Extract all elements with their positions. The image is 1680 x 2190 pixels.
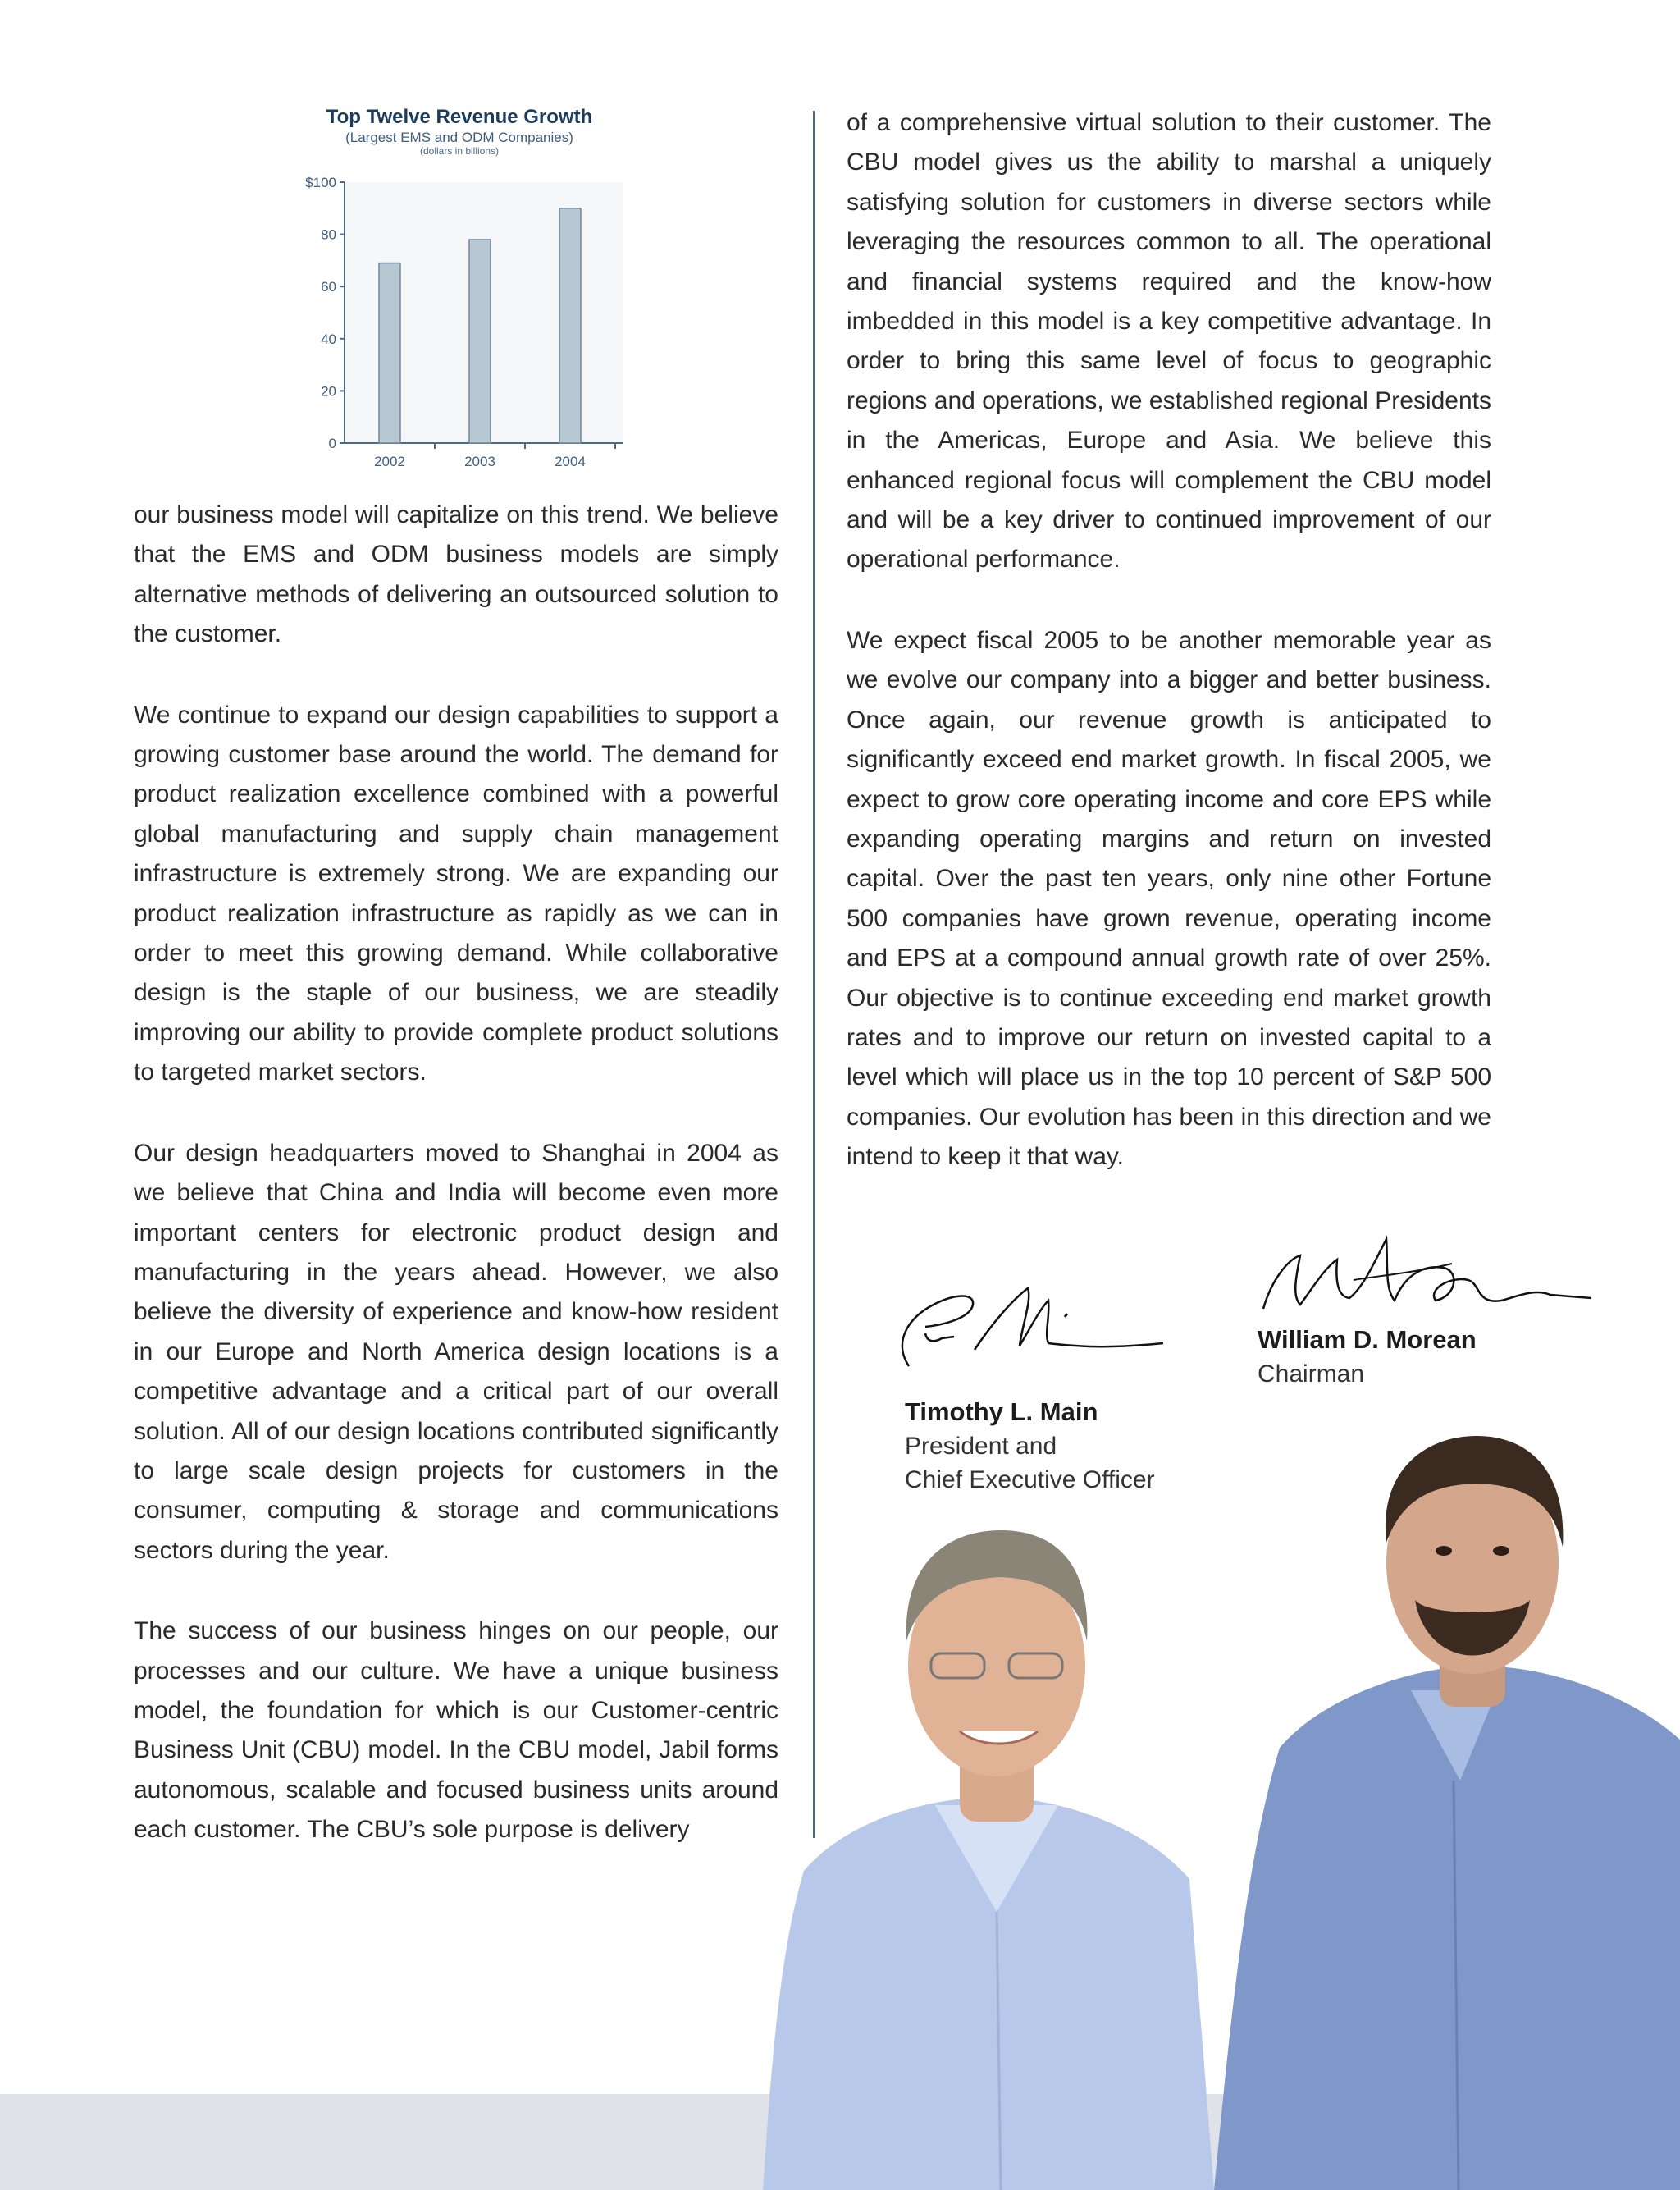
bar-2003 — [469, 240, 491, 443]
chart-plot — [279, 103, 640, 480]
left-paragraph-4: The success of our business hinges on our people, our processes and our culture. We have a unique business model, the foundation for which is our Customer-centric Business Unit (CBU) model. In the CBU model, Jabil forms autonomous, scalable and focused business units around each customer. The CBU’s sole purpose is delivery — [134, 1617, 778, 1844]
y-tick-label: 0 — [328, 436, 336, 451]
signer-title-main-line2: Chief Executive Officer — [905, 1466, 1155, 1493]
x-tick-label: 2003 — [464, 454, 495, 469]
signature-main — [876, 1268, 1171, 1391]
right-paragraph-2: We expect fiscal 2005 to be another memorable year as we evolve our company into a bigger and better business. Once again, our revenue growth is anticipated to significantly exceed end market growth. In fiscal 2005, we expect to grow core operating income and core EPS while expanding operating margins and return on invested capital. Over the past ten years, only nine other Fortune 500 companies have grown revenue, operating income and EPS at a compound annual growth rate of over 25%. Our objective is to continue exceeding end market growth rates and to improve our return on invested capital to a level which will place us in the top 10 percent of S&P 500 companies. Our evolution has been in this direction and we intend to keep it that way. — [847, 626, 1491, 1171]
chart-unit-note: (dollars in billions) — [419, 145, 500, 157]
right-column — [847, 103, 1491, 1218]
executives-photo — [755, 1395, 1680, 2190]
y-tick-label: $100 — [305, 175, 336, 190]
bar-2002 — [379, 263, 400, 443]
y-tick-label: 80 — [321, 226, 336, 243]
left-paragraph-2: We continue to expand our design capabilities to support a growing customer base around the world. The demand for product realization excellence combined with a powerful global manufacturing and supply chain management infrastructure is extremely strong. We are expanding our product realization infrastructure as rapidly as we can in order to meet this growing demand. While collaborative design is the staple of our business, we are steadily improving our ability to provide complete product solutions to targeted market sectors. — [134, 701, 778, 1086]
person-left — [763, 1530, 1214, 2190]
right-paragraph-1: of a comprehensive virtual solution to their customer. The CBU model gives us the ability to marshal a uniquely satisfying solution for customers in diverse sectors while leveraging the resources common to all. The operational and financial systems required and the know-how imbedded in this model is a key competitive advantage. In order to bring this same level of focus to geographic regions and operations, we established regional Presidents in the Americas, Europe and Asia. We believe this enhanced regional focus will complement the CBU model and will be a key driver to continued improvement of our operational performance. — [847, 109, 1491, 574]
signer-title-main-line1: President and — [905, 1433, 1057, 1460]
signer-title-morean: Chairman — [1258, 1360, 1365, 1388]
left-paragraph-3: Our design headquarters moved to Shanghai in 2004 as we believe that China and India will become even more important centers for electronic product design and manufacturing in the years ahead. However, we also believe the diversity of experience and know-how resident in our Europe and North America design locations is a competitive advantage and a critical part of our overall solution. All of our design locations contributed significantly to large scale design projects for customers in the consumer, computing & storage and communications sectors during the year. — [134, 1139, 778, 1564]
left-paragraph-1: our business model will capitalize on this trend. We believe that the EMS and ODM business models are simply alternative methods of delivering an outsourced solution to the customer. — [134, 501, 778, 648]
y-tick-label: 60 — [321, 279, 336, 295]
y-tick-label: 40 — [321, 331, 336, 347]
chart-title: Top Twelve Revenue Growth — [326, 106, 593, 128]
chart-subtitle: (Largest EMS and ODM Companies) — [345, 130, 573, 145]
signer-name-main: Timothy L. Main — [905, 1397, 1098, 1426]
y-tick-label: 20 — [321, 383, 336, 400]
signer-name-morean: William D. Morean — [1258, 1325, 1477, 1354]
x-tick-label: 2002 — [374, 454, 405, 469]
signature-block-morean — [1258, 1323, 1477, 1391]
x-tick-label: 2004 — [555, 454, 586, 469]
revenue-growth-chart — [279, 103, 640, 480]
person-right — [1214, 1436, 1680, 2190]
bar-2004 — [559, 208, 581, 443]
left-column — [134, 496, 778, 1891]
signature-morean — [1255, 1231, 1600, 1325]
